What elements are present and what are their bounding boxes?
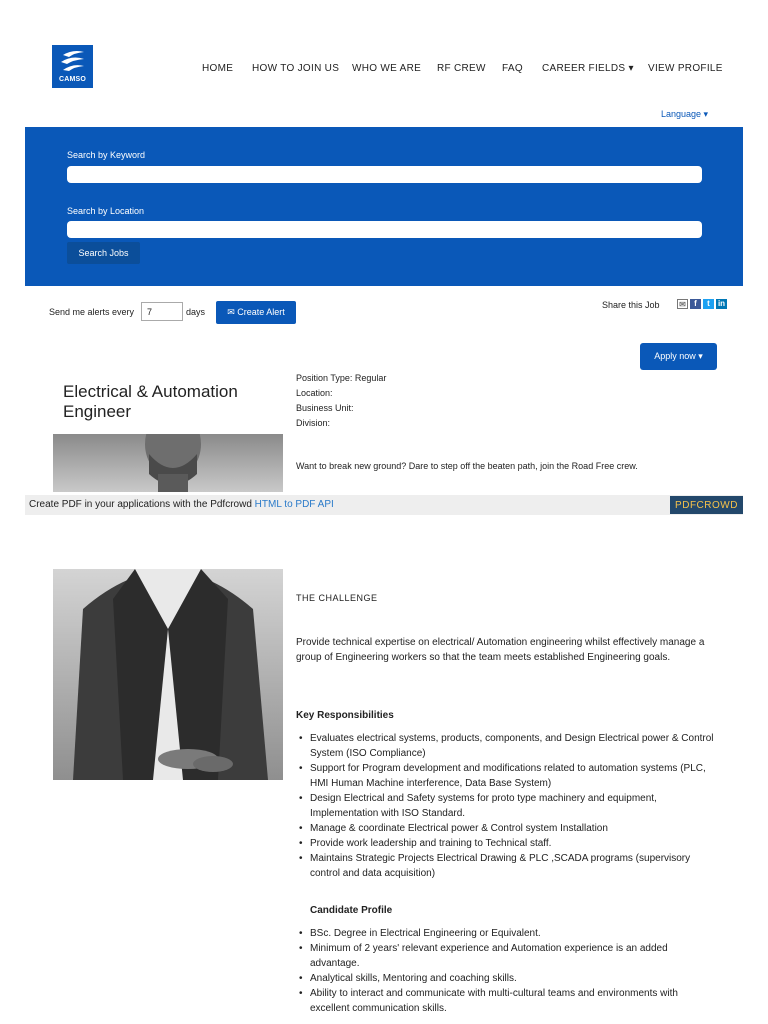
apply-now-button[interactable]: Apply now ▾ (640, 343, 717, 370)
job-photo-main (53, 569, 283, 780)
nav-faq[interactable]: FAQ (502, 63, 523, 74)
challenge-text: Provide technical expertise on electrical/ Automation engineering whilst effectively manage a group of Engineering workers so that the team meets established Engineering goals. (296, 637, 705, 663)
pdfcrowd-bar (25, 495, 743, 515)
list-item: • Evaluates electrical systems, products, components, and Design Electrical power & Control System (ISO Compliance) (296, 731, 716, 761)
list-item: • Manage & coordinate Electrical power & Control system Installation (296, 821, 716, 836)
division-meta: Division: (296, 418, 331, 428)
share-label: Share this Job (602, 300, 660, 310)
list-item: • Maintains Strategic Projects Electrical Drawing & PLC ,SCADA programs (supervisory control and data acquisition) (296, 851, 716, 881)
share-icons (677, 299, 727, 309)
nav-career-fields[interactable]: CAREER FIELDS ▾ (542, 63, 634, 74)
twitter-icon[interactable]: t (703, 299, 714, 309)
list-item: • Provide work leadership and training to Technical staff. (296, 836, 716, 851)
location-input[interactable] (67, 221, 702, 238)
nav-home[interactable]: HOME (202, 63, 234, 74)
pdfcrowd-link[interactable]: HTML to PDF API (254, 499, 334, 510)
nav-how-to-join-us[interactable]: HOW TO JOIN US (252, 63, 340, 74)
mail-icon[interactable]: ✉ (677, 299, 688, 309)
job-title: Electrical & Automation Engineer (63, 382, 238, 421)
create-alert-button[interactable]: ✉ Create Alert (216, 301, 296, 324)
position-type: Position Type: Regular (296, 373, 387, 383)
business-unit-meta: Business Unit: (296, 403, 354, 413)
candidate-heading: Candidate Profile (310, 905, 393, 916)
facebook-icon[interactable]: f (690, 299, 701, 309)
responsibilities-list (296, 731, 716, 881)
list-item: • Minimum of 2 years' relevant experience and Automation experience is an added advantage. (296, 941, 716, 971)
nav-rf-crew[interactable]: RF CREW (437, 63, 486, 74)
job-intro: Want to break new ground? Dare to step off the beaten path, join the Road Free crew. (296, 461, 638, 471)
candidate-list (296, 926, 716, 1016)
linkedin-icon[interactable]: in (717, 299, 726, 308)
list-item: • Ability to interact and communicate with multi-cultural teams and environments with excellent communication skills. (296, 986, 716, 1016)
logo-text: CAMSO (58, 76, 87, 83)
pdfcrowd-text (29, 499, 334, 510)
job-search-panel (25, 127, 743, 286)
pdfcrowd-brand[interactable]: PDFCROWD (670, 496, 743, 514)
responsibilities-heading: Key Responsibilities (296, 710, 394, 721)
location-meta: Location: (296, 388, 333, 398)
job-photo-top (53, 434, 283, 492)
search-jobs-button[interactable]: Search Jobs (67, 242, 140, 264)
language-dropdown[interactable]: Language ▾ (661, 109, 709, 119)
list-item: • Support for Program development and modifications related to automation systems (PLC, HMI Human Machine interference, Data Base System) (296, 761, 716, 791)
alert-prefix: Send me alerts every (49, 307, 135, 317)
pdfcrowd-prefix: Create PDF in your applications with the Pdfcrowd (29, 499, 255, 510)
list-item: • BSc. Degree in Electrical Engineering or Equivalent. (296, 926, 716, 941)
list-item: • Analytical skills, Mentoring and coaching skills. (296, 971, 716, 986)
nav-view-profile[interactable]: VIEW PROFILE (648, 63, 723, 74)
keyword-label: Search by Keyword (67, 150, 146, 160)
list-item: • Design Electrical and Safety systems for proto type machinery and equipment, Implementation with ISO Standard. (296, 791, 716, 821)
keyword-input[interactable] (67, 166, 702, 183)
alert-suffix: days (186, 307, 206, 317)
nav-who-we-are[interactable]: WHO WE ARE (352, 63, 422, 74)
main-nav (0, 63, 768, 77)
location-label: Search by Location (67, 206, 145, 216)
alert-days-input[interactable] (141, 302, 183, 321)
challenge-heading: THE CHALLENGE (296, 593, 378, 603)
